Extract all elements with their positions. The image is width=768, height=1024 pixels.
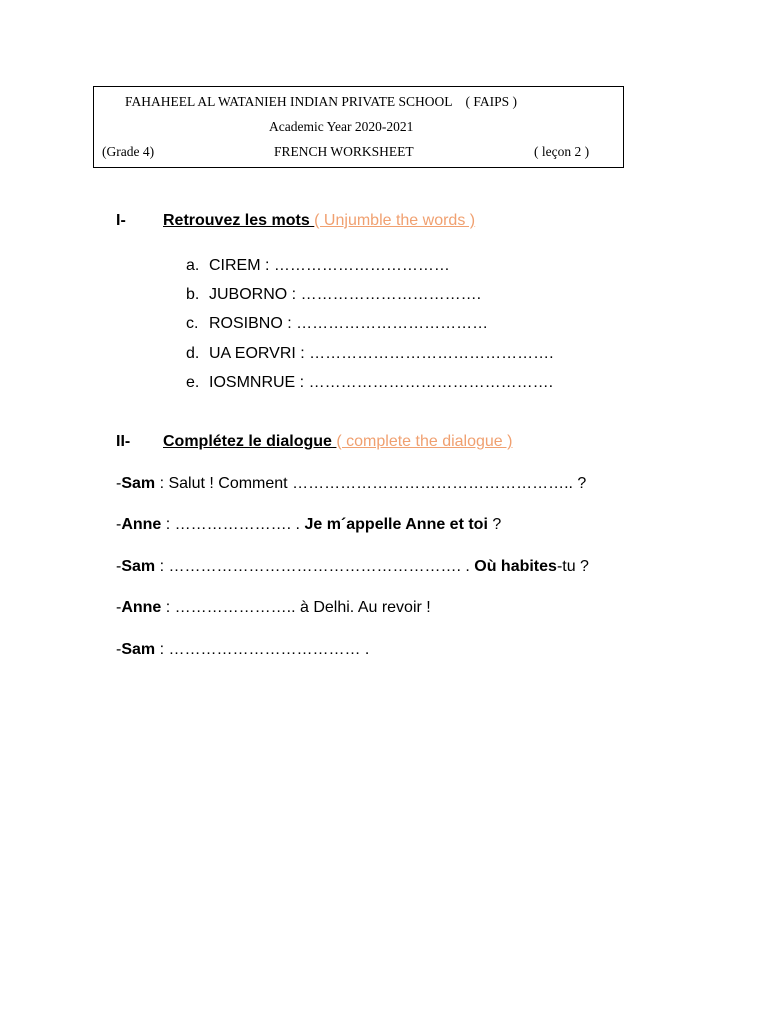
section2-title-en: ( complete the dialogue ) (336, 433, 513, 450)
line-text-emph: Où habites (474, 558, 557, 575)
section2-title-fr: Complétez le dialogue (163, 433, 337, 450)
speaker: Anne (121, 516, 162, 533)
section1-title-en: ( Unjumble the words ) (314, 212, 476, 229)
section2-numeral: II- (116, 433, 131, 450)
item-text: CIREM : …………………………… (209, 257, 450, 274)
lecon-label: ( leçon 2 ) (534, 144, 590, 159)
speaker: Sam (121, 641, 156, 658)
speaker: Sam (121, 475, 156, 492)
dialogue-line (116, 641, 369, 659)
item-text: JUBORNO : ……………………………. (209, 286, 482, 303)
line-text: : ……………………………… . (155, 641, 370, 658)
line-text: : ………………………………………………. . (155, 558, 475, 575)
dialogue-line (116, 599, 431, 617)
section1-title-fr: Retrouvez les mots (163, 212, 315, 229)
line-text: : Salut ! Comment …………………………………………….. ? (155, 475, 587, 492)
section2-heading (163, 433, 512, 451)
line-text: : …………………. . (161, 516, 305, 533)
item-label: a. (186, 257, 200, 274)
dialogue-line (116, 558, 589, 576)
section1-heading (163, 212, 475, 230)
list-item (186, 315, 488, 333)
item-label: c. (186, 315, 199, 332)
line-text: : ………………….. à Delhi. Au revoir ! (161, 599, 431, 616)
speaker: Sam (121, 558, 156, 575)
academic-year: Academic Year 2020-2021 (269, 119, 414, 134)
dialogue-line (116, 516, 501, 534)
grade-label: (Grade 4) (102, 144, 155, 159)
item-text: ROSIBNO : ……………………………… (209, 315, 489, 332)
item-label: b. (186, 286, 200, 303)
dialogue-line (116, 475, 586, 493)
line-text-end: ? (487, 516, 502, 533)
dash: - (116, 558, 122, 575)
speaker: Anne (121, 599, 162, 616)
dash: - (116, 475, 122, 492)
dash: - (116, 599, 122, 616)
line-text-end: -tu ? (556, 558, 589, 575)
list-item (186, 286, 481, 304)
list-item (186, 257, 450, 275)
section1-numeral: I- (116, 212, 126, 229)
dash: - (116, 641, 122, 658)
line-text-emph: Je m´appelle Anne et toi (304, 516, 488, 533)
item-text: UA EORVRI : ………………………………………. (209, 345, 554, 362)
dash: - (116, 516, 122, 533)
item-text: IOSMNRUE : ………………………………………. (209, 374, 554, 391)
item-label: d. (186, 345, 200, 362)
school-name: FAHAHEEL AL WATANIEH INDIAN PRIVATE SCHOOL ( FAIPS ) (125, 94, 518, 109)
list-item (186, 345, 554, 363)
header-box (93, 86, 624, 168)
list-item (186, 374, 553, 392)
worksheet-title: FRENCH WORKSHEET (274, 144, 414, 159)
item-label: e. (186, 374, 200, 391)
